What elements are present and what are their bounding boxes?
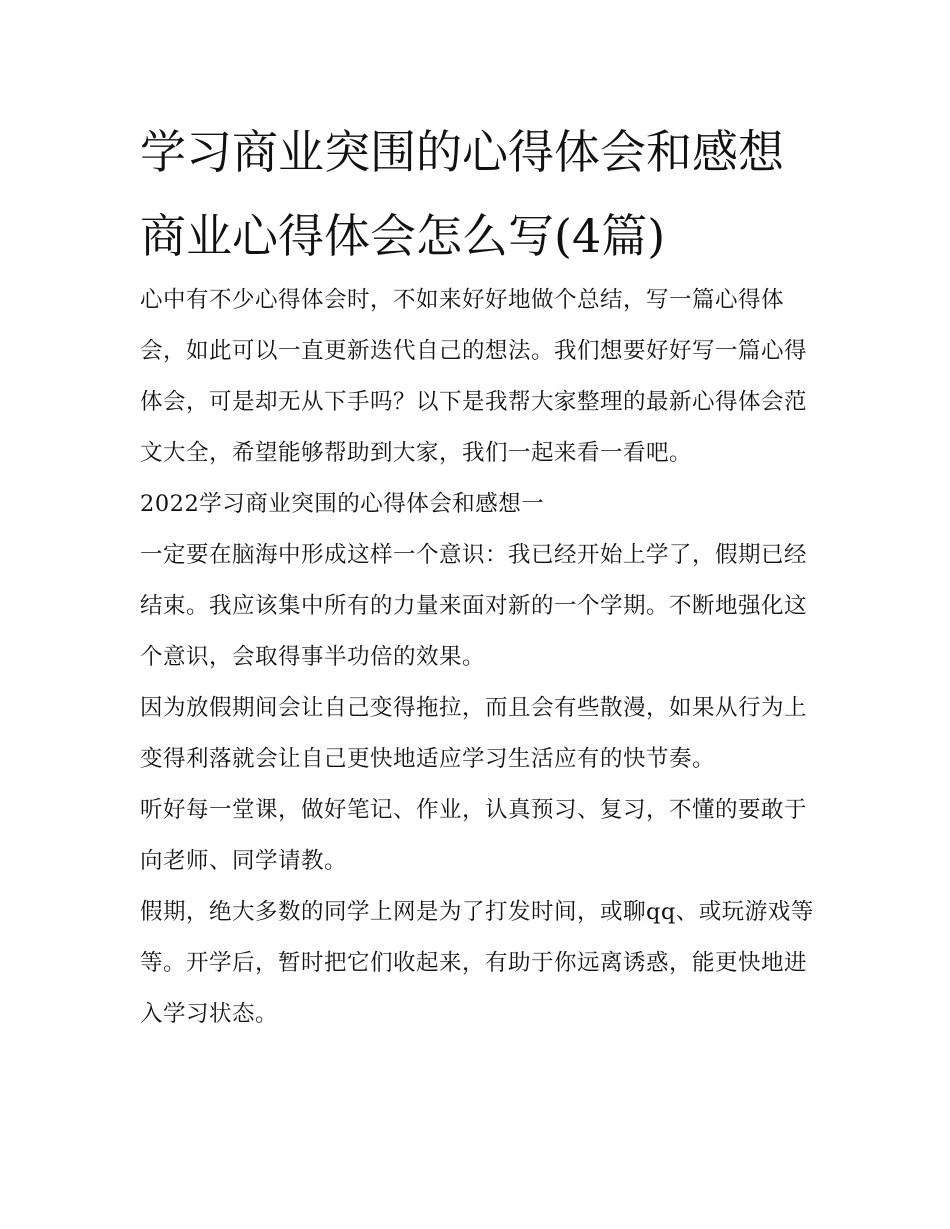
section-heading: 2022学习商业突围的心得体会和感想一 — [140, 491, 545, 517]
document-title: 学习商业突围的心得体会和感想 商业心得体会怎么写(4篇) — [140, 125, 784, 263]
body-paragraph-4: 假期，绝大多数的同学上网是为了打发时间，或聊qq、或玩游戏等等。开学后，暂时把它们收起来，有助于你远离诱惑，能更快地进入学习状态。 — [140, 899, 814, 1027]
body-paragraph-3: 听好每一堂课，做好笔记、作业，认真预习、复习，不懂的要敢于向老师、同学请教。 — [140, 797, 808, 874]
intro-paragraph: 心中有不少心得体会时，不如来好好地做个总结，写一篇心得体会，如此可以一直更新迭代自己的想法。我们想要好好写一篇心得体会，可是却无从下手吗？以下是我帮大家整理的最新心得体会范文大全，希望能够帮助到大家，我们一起来看一看吧。 — [140, 287, 808, 466]
body-paragraph-2: 因为放假期间会让自己变得拖拉，而且会有些散漫，如果从行为上变得利落就会让自己更快地适应学习生活应有的快节奏。 — [140, 695, 808, 772]
document-body — [140, 275, 820, 1040]
body-paragraph-1: 一定要在脑海中形成这样一个意识：我已经开始上学了，假期已经结束。我应该集中所有的力量来面对新的一个学期。不断地强化这个意识，会取得事半功倍的效果。 — [140, 542, 808, 670]
